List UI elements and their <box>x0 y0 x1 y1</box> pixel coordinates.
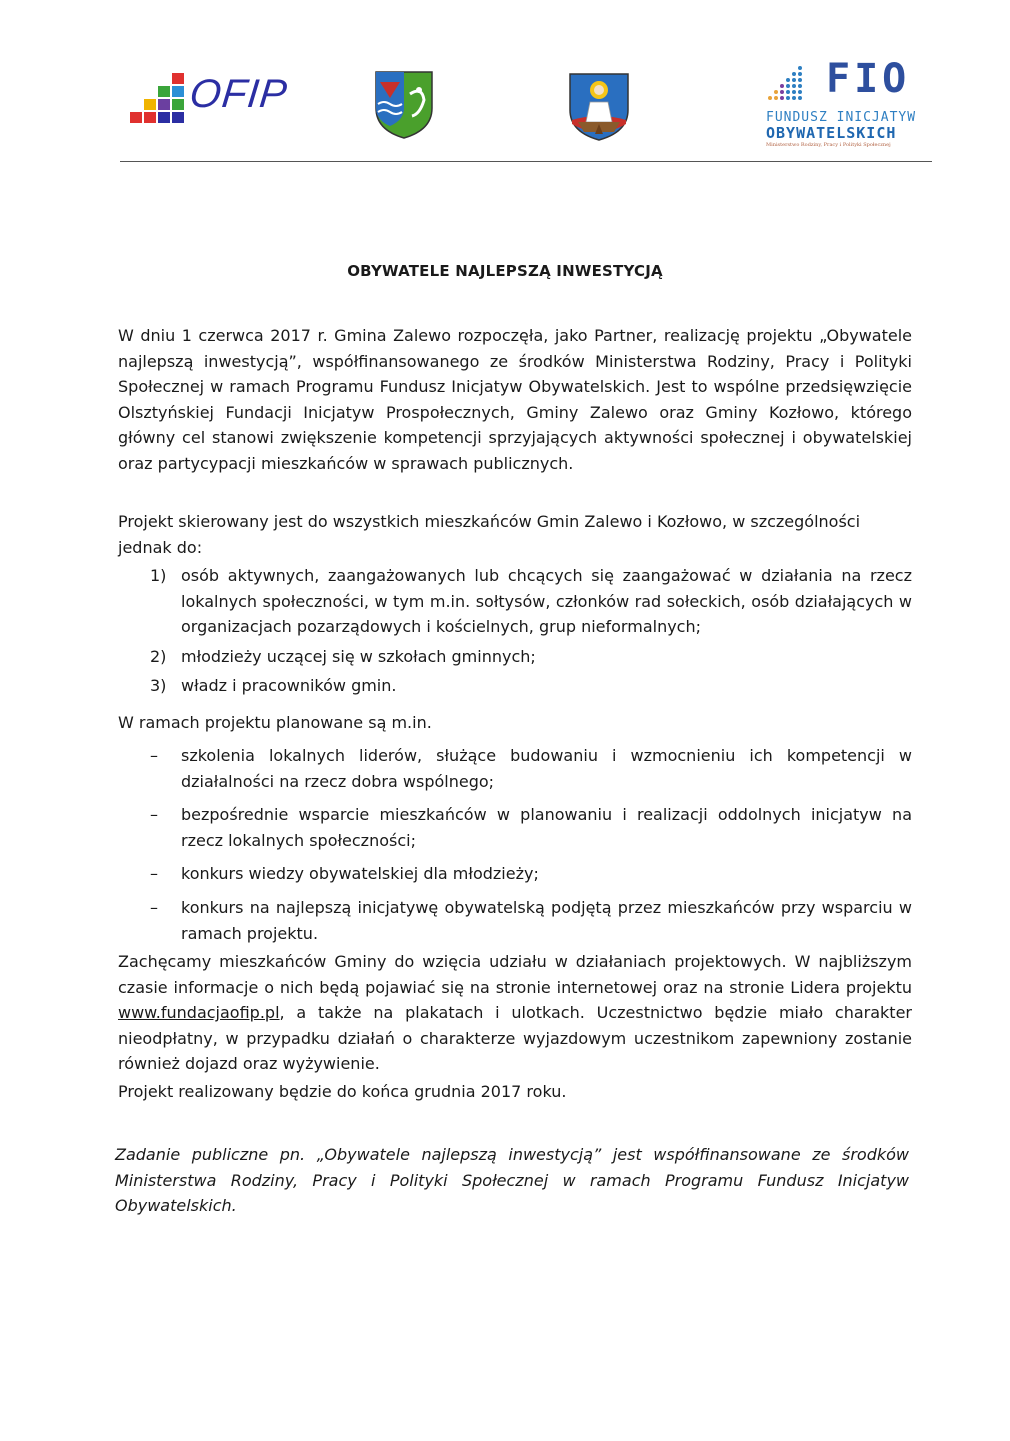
invitation-text: Zachęcamy mieszkańców Gminy do wzięcia udziału w działaniach projektowych. W najbliższym czasie informacje o nich będą pojawiać się na stronie internetowej oraz na stronie Lidera projektu <box>118 952 912 997</box>
activities-list <box>118 743 912 954</box>
ofip-logo-text: OFIP <box>187 72 290 116</box>
fio-logo-line2: OBYWATELSKICH <box>766 124 897 142</box>
funding-footnote: Zadanie publiczne pn. „Obywatele najlepszą inwestycją” jest współfinansowane ze środków Ministerstwa Rodziny, Pracy i Polityki Społecznej w ramach Programu Fundusz Inicjatyw Obywatelskich. <box>115 1145 909 1216</box>
list-item-number: 3) <box>150 676 167 696</box>
list-item <box>118 802 912 853</box>
invitation-text-cont: , a także na plakatach i ulotkach. Uczestnictwo będzie miało charakter nieodpłatny, w przypadku działań o charakterze wyjazdowym uczestnikom zapewniony zostanie również dojazd oraz wyżywienie. <box>118 1003 912 1074</box>
fio-logo-text: FIO <box>826 56 911 102</box>
list-item <box>118 644 912 670</box>
dash-bullet: – <box>150 864 158 884</box>
target-intro-paragraph: Projekt skierowany jest do wszystkich mieszkańców Gmin Zalewo i Kozłowo, w szczególności jednak do: <box>118 512 861 557</box>
list-item <box>118 743 912 794</box>
logo-header <box>0 0 1010 170</box>
list-item-text: młodzieży uczącej się w szkołach gminnych; <box>181 646 536 666</box>
page-title: OBYWATELE NAJLEPSZĄ INWESTYCJĄ <box>347 262 663 280</box>
kozlowo-crest-icon <box>568 72 630 142</box>
list-item-text: konkurs na najlepszą inicjatywę obywatelską podjętą przez mieszkańców przy wsparciu w ramach projektu. <box>181 897 912 943</box>
dash-bullet: – <box>150 897 158 917</box>
list-item-text: konkurs wiedzy obywatelskiej dla młodzieży; <box>181 864 539 884</box>
list-item-text: władz i pracowników gmin. <box>181 676 397 696</box>
header-divider <box>120 161 932 162</box>
list-item <box>118 563 912 640</box>
dash-bullet: – <box>150 805 158 825</box>
activities-intro-paragraph: W ramach projektu planowane są m.in. <box>118 713 432 732</box>
target-groups-list <box>118 563 912 703</box>
list-item-text: bezpośrednie wsparcie mieszkańców w planowaniu i realizacji oddolnych inicjatyw na rzecz lokalnych społeczności; <box>181 805 912 850</box>
intro-paragraph: W dniu 1 czerwca 2017 r. Gmina Zalewo rozpoczęła, jako Partner, realizację projektu „Obywatele najlepszą inwestycją”, współfinansowanego ze środków Ministerstwa Rodziny, Pracy i Polityki Społecznej w ramach Programu Fundusz Inicjatyw Obywatelskich. Jest to wspólne przedsięwzięcie Olsztyńskiej Fundacji Inicjatyw Prospołecznych, Gminy Zalewo oraz Gminy Kozłowo, którego główny cel stanowi zwiększenie kompetencji sprzyjających aktywności społecznej i obywatelskiej oraz partycypacji mieszkańców w sprawach publicznych. <box>118 326 912 473</box>
fio-dots-icon <box>764 60 824 104</box>
zalewo-crest-icon <box>374 70 434 140</box>
duration-paragraph: Projekt realizowany będzie do końca grudnia 2017 roku. <box>118 1082 567 1101</box>
dash-bullet: – <box>150 746 158 765</box>
list-item <box>118 673 912 699</box>
fio-logo-line1: FUNDUSZ INICJATYW <box>766 110 917 125</box>
list-item-number: 2) <box>150 646 167 666</box>
list-item-text: szkolenia lokalnych liderów, służące budowaniu i wzmocnieniu ich kompetencji w działalności na rzecz dobra wspólnego; <box>181 746 912 791</box>
ofip-logo <box>130 68 300 132</box>
list-item-text: osób aktywnych, zaangażowanych lub chcących się zaangażować w działania na rzecz lokalnych społeczności, w tym m.in. sołtysów, członków rad sołeckich, osób działających w organizacjach pozarządowych i kościelnych, grup nieformalnych; <box>181 566 912 637</box>
list-item-number: 1) <box>150 566 167 585</box>
list-item <box>118 895 912 946</box>
website-link[interactable]: www.fundacjaofip.pl <box>118 1003 280 1023</box>
fio-logo <box>760 56 936 156</box>
invitation-paragraph <box>118 949 912 1077</box>
fio-logo-line3: Ministerstwo Rodziny, Pracy i Polityki Społecznej <box>766 142 891 148</box>
list-item <box>118 861 912 887</box>
